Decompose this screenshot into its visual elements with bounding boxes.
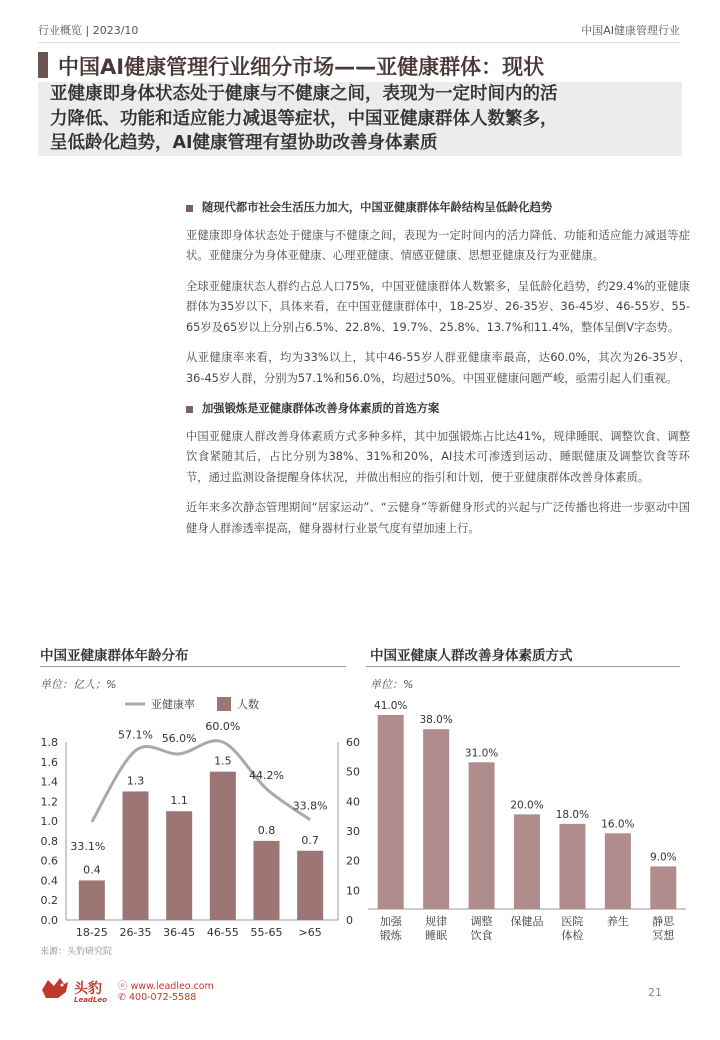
right-axis-tick-label: 20 [346,854,360,868]
phone-number [118,992,196,1003]
section-heading [186,399,690,420]
bar-value-label: 1.1 [170,794,188,808]
title-accent-bar [38,52,48,78]
phone-icon: ✆ [118,992,129,1003]
website-link[interactable] [118,978,214,992]
bar-value-label: 20.0% [510,799,544,812]
line-value-label: 44.2% [249,768,284,782]
x-axis-tick-label: 46-55 [206,926,239,939]
right-axis-tick-label: 60 [346,736,360,749]
right-axis-tick-label: 30 [346,825,360,838]
source-note: 来源：头豹研究院 [40,947,113,957]
right-axis-tick-label: 10 [346,884,360,898]
web-icon: ⓔ [118,981,131,992]
left-axis-tick-label: 1.2 [40,795,58,809]
legend-label: 亚健康率 [151,698,195,711]
left-axis-tick-label: 0.0 [40,914,58,927]
x-axis-tick-label: >65 [298,926,322,939]
logo-wordmark: 头豹 [74,981,102,997]
x-axis-tick-label: 体检 [561,929,584,942]
chart-title-improvement-methods: 中国亚健康人群改善身体素质方式 [370,648,573,664]
line-value-label: 57.1% [118,728,153,742]
report-category-label: 行业概览 | 2023/10 [38,24,139,37]
x-axis-tick-label: 医院 [561,915,584,928]
logo-sub-wordmark: LeadLeo [74,996,107,1004]
x-axis-tick-label: 26-35 [119,926,152,939]
page-number: 21 [648,986,662,999]
bar-value-label: 16.0% [601,818,635,831]
left-axis-tick-label: 0.2 [40,894,58,908]
left-axis-tick-label: 1.0 [40,815,58,829]
bar-people [79,880,105,920]
bar-method [423,729,449,909]
left-axis-tick-label: 1.6 [40,755,58,769]
industry-label: 中国AI健康管理行业 [581,24,680,37]
legend-bar-swatch [217,697,231,711]
chart-unit-label: 单位：亿人；% [40,678,117,691]
left-axis-tick-label: 0.6 [40,854,58,868]
x-axis-tick-label: 保健品 [510,915,544,928]
bar-value-label: 18.0% [555,808,590,821]
body-content [186,198,690,549]
chart-unit-label: 单位：% [370,678,414,691]
x-axis-tick-label: 冥想 [652,929,675,942]
website-text: www.leadleo.com [130,981,214,992]
paragraph: 从亚健康率来看，均为33%以上，其中46-55岁人群亚健康率最高，达60.0%，其次为26-35岁、36-45岁人群，分别为57.1%和56.0%，均超过50%。中国亚健康问题严峻，亟需引起人们重视。 [186,351,690,385]
line-value-label: 33.8% [292,799,328,813]
bar-value-label: 38.0% [419,714,453,727]
age-distribution-chart [30,690,360,940]
bar-people [166,811,192,920]
x-axis-tick-label: 规律 [425,915,448,928]
x-axis-tick-label: 调整 [470,915,493,928]
x-axis-tick-label: 饮食 [470,929,493,942]
bar-method [559,824,585,909]
bar-method [650,866,676,909]
subtitle-line: 力降低、功能和适应能力减退等症状，中国亚健康群体人数繁多， [50,108,558,129]
section-heading-text: 随现代都市社会生活压力加大，中国亚健康群体年龄结构呈低龄化趋势 [202,201,553,214]
bullet-square-icon [186,205,193,212]
subtitle-line: 亚健康即身体状态处于健康与不健康之间，表现为一定时间内的活 [50,84,558,104]
bar-people [297,851,323,920]
right-axis-tick-label: 40 [346,795,360,809]
left-axis-tick-label: 0.4 [40,874,58,888]
bar-method [605,833,631,909]
right-axis-tick-label: 50 [346,765,360,779]
bar-value-label: 0.4 [83,863,101,877]
bar-value-label: 0.7 [301,833,319,847]
chart-title-divider [40,666,346,667]
x-axis-tick-label: 18-25 [75,926,108,939]
bar-value-label: 1.5 [214,754,232,768]
line-value-label: 33.1% [70,839,106,853]
left-axis-tick-label: 1.8 [40,736,58,749]
x-axis-tick-label: 55-65 [250,926,283,939]
improvement-methods-chart [360,690,690,950]
x-axis-tick-label: 养生 [606,915,629,928]
left-axis-tick-label: 1.4 [40,775,58,789]
subtitle-line: 呈低龄化趋势，AI健康管理有望协助改善身体素质 [50,133,438,153]
chart-title-age-distribution: 中国亚健康群体年龄分布 [40,648,189,664]
left-axis-tick-label: 0.8 [40,834,58,848]
bar-value-label: 31.0% [464,747,499,760]
phone-text: 400-072-5588 [128,992,197,1003]
bar-value-label: 0.8 [257,823,276,837]
bar-method [378,715,404,909]
line-value-label: 60.0% [205,720,241,733]
x-axis-tick-label: 锻炼 [379,929,402,942]
x-axis-tick-label: 静思 [652,915,675,928]
bar-value-label: 1.3 [126,774,145,788]
header-divider [38,42,680,43]
x-axis-tick-label: 加强 [379,915,402,928]
bar-method [469,762,495,909]
chart-title-divider [366,666,680,667]
bar-people [123,791,149,920]
right-axis-tick-label: 0 [346,914,353,927]
x-axis-tick-label: 睡眠 [425,929,448,942]
paragraph: 近年来多次静态管理期间“居家运动”、“云健身”等新健身形式的兴起与广泛传播也将进一步驱动中国健身人群渗透率提高，健身器材行业景气度有望加速上行。 [186,501,690,535]
bar-people [210,772,236,920]
bar-people [254,841,280,920]
legend-label: 人数 [237,698,259,711]
paragraph: 中国亚健康人群改善身体素质方式多种多样，其中加强锻炼占比达41%，规律睡眠、调整饮食、调整饮食紧随其后，占比分别为38%、31%和20%，AI技术可渗透到运动、睡眠健康及调整饮食等环节，通过监测设备提醒身体状况，并做出相应的指引和计划，便于亚健康群体改善身体素质。 [186,429,690,484]
bar-value-label: 41.0% [374,700,408,712]
bar-value-label: 9.0% [649,851,677,864]
paragraph: 全球亚健康状态人群约占总人口75%，中国亚健康群体人数繁多，呈低龄化趋势，约29.4%的亚健康群体为35岁以下，具体来看，在中国亚健康群体中，18-25岁、26-35岁、36-45岁、46-55岁、55-65岁及65岁以上分别占6.5%、22.8%、19.7%、25.8%、13.7%和11.4%，整体呈倒V字态势。 [186,279,690,334]
paragraph: 亚健康即身体状态处于健康与不健康之间，表现为一定时间内的活力降低、功能和适应能力减退等症状。亚健康分为身体亚健康、心理亚健康、情感亚健康、思想亚健康及行为亚健康。 [186,228,690,262]
page-title: 中国AI健康管理行业细分市场——亚健康群体：现状 [58,55,545,79]
x-axis-tick-label: 36-45 [163,926,196,939]
section-heading [186,198,690,219]
line-value-label: 56.0% [161,731,197,745]
bullet-square-icon [186,406,193,413]
page-subtitle [50,82,690,156]
section-heading-text: 加强锻炼是亚健康群体改善身体素质的首选方案 [202,402,440,415]
bar-method [514,814,540,909]
leadleo-logo-icon [40,976,70,1004]
